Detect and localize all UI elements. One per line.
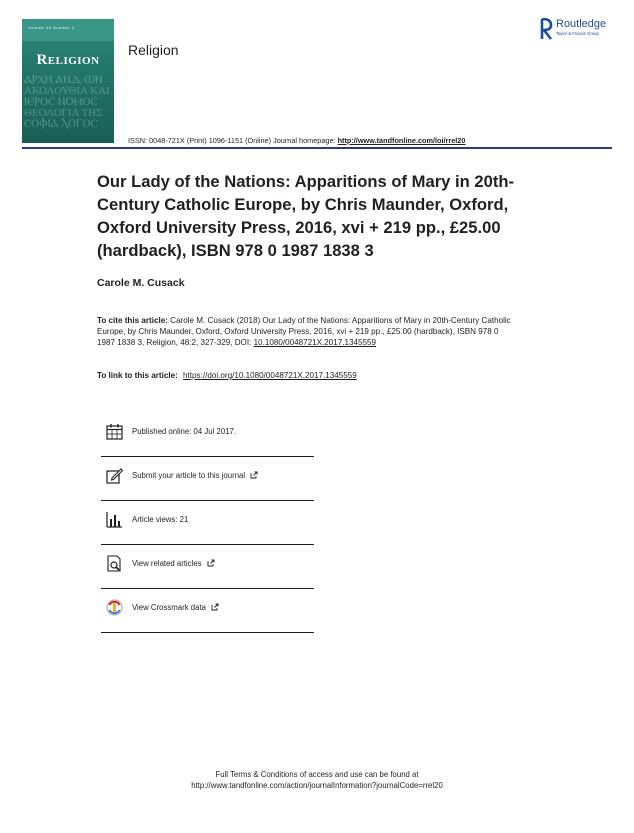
- article-info-list: [101, 413, 314, 633]
- article-views-count: Article views: 21: [132, 515, 189, 524]
- issn-text: ISSN: 0048-721X (Print) 1096-1151 (Online) Journal homepage:: [128, 136, 336, 145]
- journal-cover-image: [22, 19, 114, 143]
- cover-top-band: [22, 19, 114, 41]
- article-author: Carole M. Cusack: [97, 277, 185, 289]
- external-link-icon: [211, 603, 219, 611]
- calendar-icon: [106, 423, 123, 440]
- related-articles-row[interactable]: [101, 545, 314, 589]
- external-link-icon: [207, 559, 215, 567]
- cover-title: Religion: [36, 52, 100, 68]
- cover-decoration: ⲀⲢⲬⲎ ⲀⲚⲆ ⲰⲚ ΑΚΟΛΟΥΘΙΑ ΚΑΙ ⲒⲈⲢⲞⲤ ⲚⲞⲘⲞⲤ ΘΕΟΛΟΓΙΑ ΤΗΣ ⲤⲞⲪⲒⲀ ⲖⲞⲄⲞⲤ: [24, 75, 110, 130]
- terms-text: Full Terms & Conditions of access and use can be found at: [215, 770, 419, 779]
- header-rule: [22, 147, 612, 149]
- link-label: To link to this article:: [97, 371, 178, 380]
- journal-homepage-link[interactable]: http://www.tandfonline.com/loi/rrel20: [337, 136, 466, 145]
- routledge-logo[interactable]: [540, 18, 620, 40]
- routledge-r-icon: [540, 18, 554, 40]
- terms-link[interactable]: http://www.tandfonline.com/action/journalInformation?journalCode=rrel20: [191, 781, 443, 790]
- publisher-tagline: Taylor & Francis Group: [556, 31, 599, 36]
- citation-label: To cite this article:: [97, 316, 168, 325]
- published-date: Published online: 04 Jul 2017.: [132, 427, 237, 436]
- submit-article-row[interactable]: [101, 457, 314, 501]
- citation-block: [97, 315, 512, 349]
- citation-text: Carole M. Cusack (2018) Our Lady of the Nations: Apparitions of Mary in 20th-Century Catholic Europe, by Chris Maunder, Oxford, Oxford University Press, 2016, xvi + 219 pp., £25.00 (hardback), ISBN 978 0 1987 1838 3, Religion, 48:2, 327-329, DOI:: [97, 316, 511, 348]
- crossmark-text-wrap: [132, 603, 219, 612]
- article-title: Our Lady of the Nations: Apparitions of Mary in 20th-Century Catholic Europe, by Chris Maunder, Oxford, Oxford University Press, 2016, xvi + 219 pp., £25.00 (hardback), ISBN 978 0 1987 1838 3: [97, 172, 515, 260]
- submit-article-label[interactable]: Submit your article to this journal: [132, 471, 246, 480]
- external-link-icon: [250, 471, 258, 479]
- bar-chart-icon: [106, 511, 123, 528]
- crossmark-row[interactable]: [101, 589, 314, 633]
- article-views-row: [101, 501, 314, 545]
- edit-icon: [106, 467, 123, 484]
- terms-footer: [0, 769, 634, 791]
- related-articles-label[interactable]: View related articles: [132, 559, 202, 568]
- link-line: [97, 371, 357, 380]
- journal-name: Religion: [128, 42, 179, 58]
- article-doi-link[interactable]: https://doi.org/10.1080/0048721X.2017.1345559: [183, 371, 357, 380]
- crossmark-icon: [106, 599, 123, 616]
- related-articles-text-wrap: [132, 559, 215, 568]
- published-row: [101, 413, 314, 457]
- cover-volume-text: Volume 48 Number 2: [28, 25, 75, 30]
- issn-line: [128, 136, 465, 145]
- related-search-icon: [106, 555, 123, 572]
- citation-doi-link[interactable]: 10.1080/0048721X.2017.1345559: [253, 338, 377, 348]
- crossmark-label[interactable]: View Crossmark data: [132, 603, 206, 612]
- publisher-name: Routledge: [556, 18, 607, 30]
- submit-article-text-wrap: [132, 471, 258, 480]
